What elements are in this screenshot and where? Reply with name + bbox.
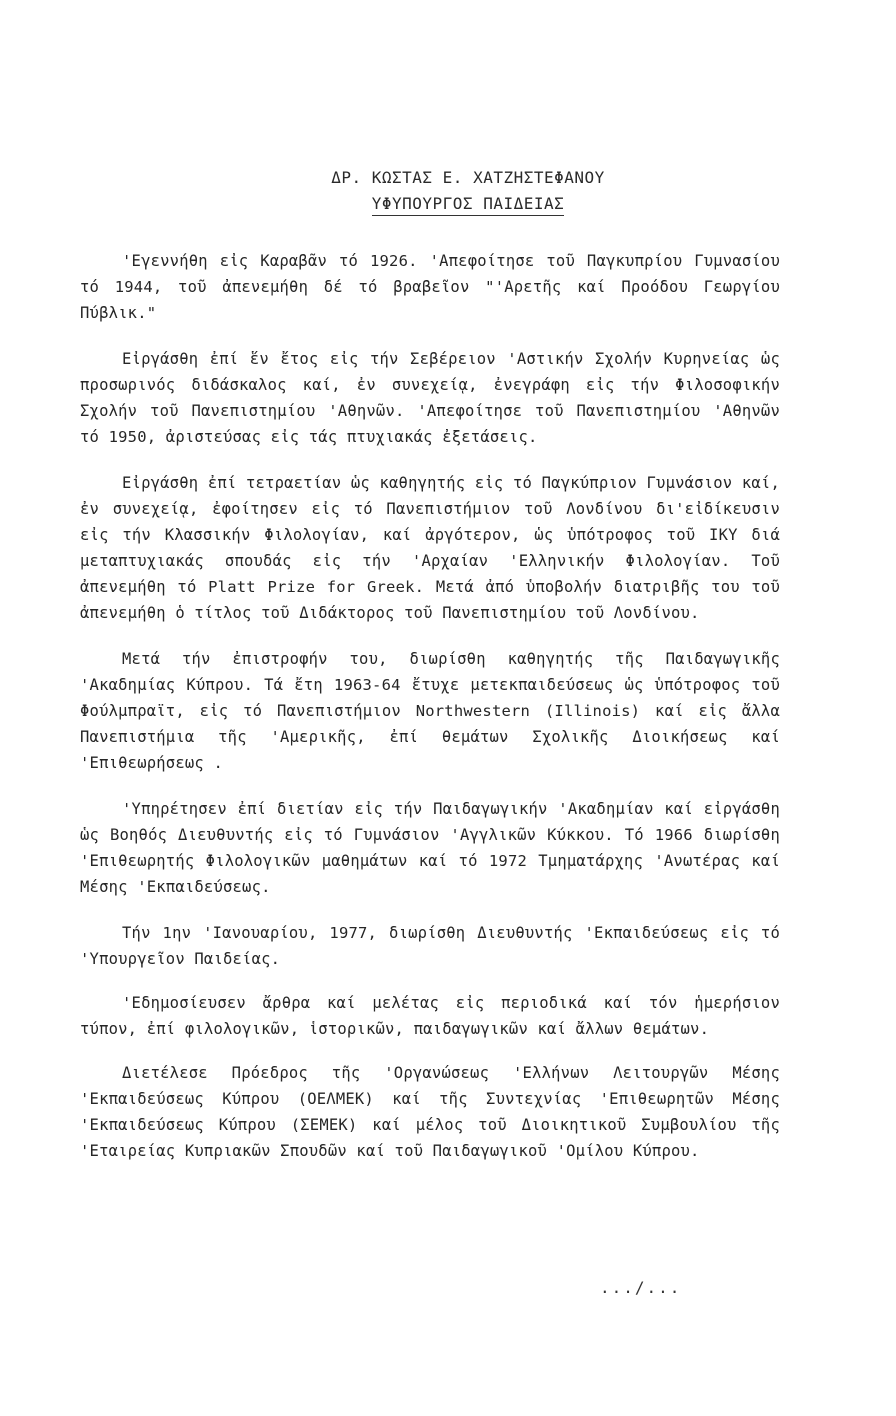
position-title-heading bbox=[0, 194, 896, 213]
paragraph-early-career: Εἰργάσθη ἐπί ἕν ἔτος εἰς τήν Σεβέρειον 'Αστικήν Σχολήν Κυρηνείας ὡς προσωρινός διδάσκαλος καί, ἐν συνεχείᾳ, ἐνεγράφη εἰς τήν Φιλοσοφικήν Σχολήν τοῦ Πανεπιστημίου 'Αθηνῶν. 'Απεφοίτησε τοῦ Πανεπιστημίου 'Αθηνῶν τό 1950, ἀριστεύσας εἰς τάς πτυχιακάς ἐξετάσεις. bbox=[80, 350, 780, 446]
paragraph-birth-education: 'Εγεννήθη εἰς Καραβᾶν τό 1926. 'Απεφοίτησε τοῦ Παγκυπρίου Γυμνασίου τό 1944, τοῦ ἀπενεμήθη δέ τό βραβεῖον "'Αρετῆς καί Προόδου Γεωργίου Πύβλικ." bbox=[80, 252, 780, 322]
paragraph-inspector: 'Υπηρέτησεν ἐπί διετίαν εἰς τήν Παιδαγωγικήν 'Ακαδημίαν καί εἰργάσθη ὡς Βοηθός Διευθυντής εἰς τό Γυμνάσιον 'Αγγλικῶν Κύκκου. Τό 1966 διωρίσθη 'Επιθεωρητής Φιλολογικῶν μαθημάτων καί τό 1972 Τμηματάρχης 'Ανωτέρας καί Μέσης 'Εκπαιδεύσεως. bbox=[80, 800, 780, 896]
position-title-text: ΥΦΥΠΟΥΡΓΟΣ ΠΑΙΔΕΙΑΣ bbox=[372, 194, 565, 216]
paragraph-academy-fulbright: Μετά τήν ἐπιστροφήν του, διωρίσθη καθηγητής τῆς Παιδαγωγικῆς 'Ακαδημίας Κύπρου. Τά ἔτη 1963-64 ἔτυχε μετεκπαιδεύσεως ὡς ὑπότροφος τοῦ Φούλμπραϊτ, εἰς τό Πανεπιστήμιον Northwestern (Illinois) καί εἰς ἄλλα Πανεπιστήμια τῆς 'Αμερικῆς, ἐπί θεμάτων Σχολικῆς Διοικήσεως καί 'Επιθεωρήσεως . bbox=[80, 650, 780, 772]
paragraph-organizations: Διετέλεσε Πρόεδρος τῆς 'Οργανώσεως 'Ελλήνων Λειτουργῶν Μέσης 'Εκπαιδεύσεως Κύπρου (ΟΕΛΜΕΚ) καί τῆς Συντεχνίας 'Επιθεωρητῶν Μέσης 'Εκπαιδεύσεως Κύπρου (ΣΕΜΕΚ) καί μέλος τοῦ Διοικητικοῦ Συμβουλίου τῆς 'Εταιρείας Κυπριακῶν Σπουδῶν καί τοῦ Παιδαγωγικοῦ 'Ομίλου Κύπρου. bbox=[80, 1064, 780, 1160]
paragraph-publications: 'Εδημοσίευσεν ἄρθρα καί μελέτας εἰς περιοδικά καί τόν ἡμερήσιον τύπον, ἐπί φιλολογικῶν, ἱστορικῶν, παιδαγωγικῶν καί ἄλλων θεμάτων. bbox=[80, 994, 780, 1038]
continued-marker: .../... bbox=[600, 1278, 682, 1297]
paragraph-london-studies: Εἰργάσθη ἐπί τετραετίαν ὡς καθηγητής εἰς τό Παγκύπριον Γυμνάσιον καί, ἐν συνεχείᾳ, ἐφοίτησεν εἰς τό Πανεπιστήμιον τοῦ Λονδίνου δι'εἰδίκευσιν εἰς τήν Κλασσικήν Φιλολογίαν, καί ἀργότερον, ὡς ὑπότροφος τοῦ ΙΚΥ διά μεταπτυχιακάς σπουδάς εἰς τήν 'Αρχαίαν 'Ελληνικήν Φιλολογίαν. Τοῦ ἀπενεμήθη τό Platt Prize for Greek. Μετά ἀπό ὑποβολήν διατριβῆς του τοῦ ἀπενεμήθη ὁ τίτλος τοῦ Διδάκτορος τοῦ Πανεπιστημίου τοῦ Λονδίνου. bbox=[80, 474, 780, 622]
paragraph-director: Τήν 1ην 'Ιανουαρίου, 1977, διωρίσθη Διευθυντής 'Εκπαιδεύσεως εἰς τό 'Υπουργεῖον Παιδείας. bbox=[80, 924, 780, 968]
biography-body bbox=[80, 248, 780, 1184]
author-name-heading: ΔΡ. ΚΩΣΤΑΣ Ε. ΧΑΤΖΗΣΤΕΦΑΝΟΥ bbox=[331, 168, 605, 187]
